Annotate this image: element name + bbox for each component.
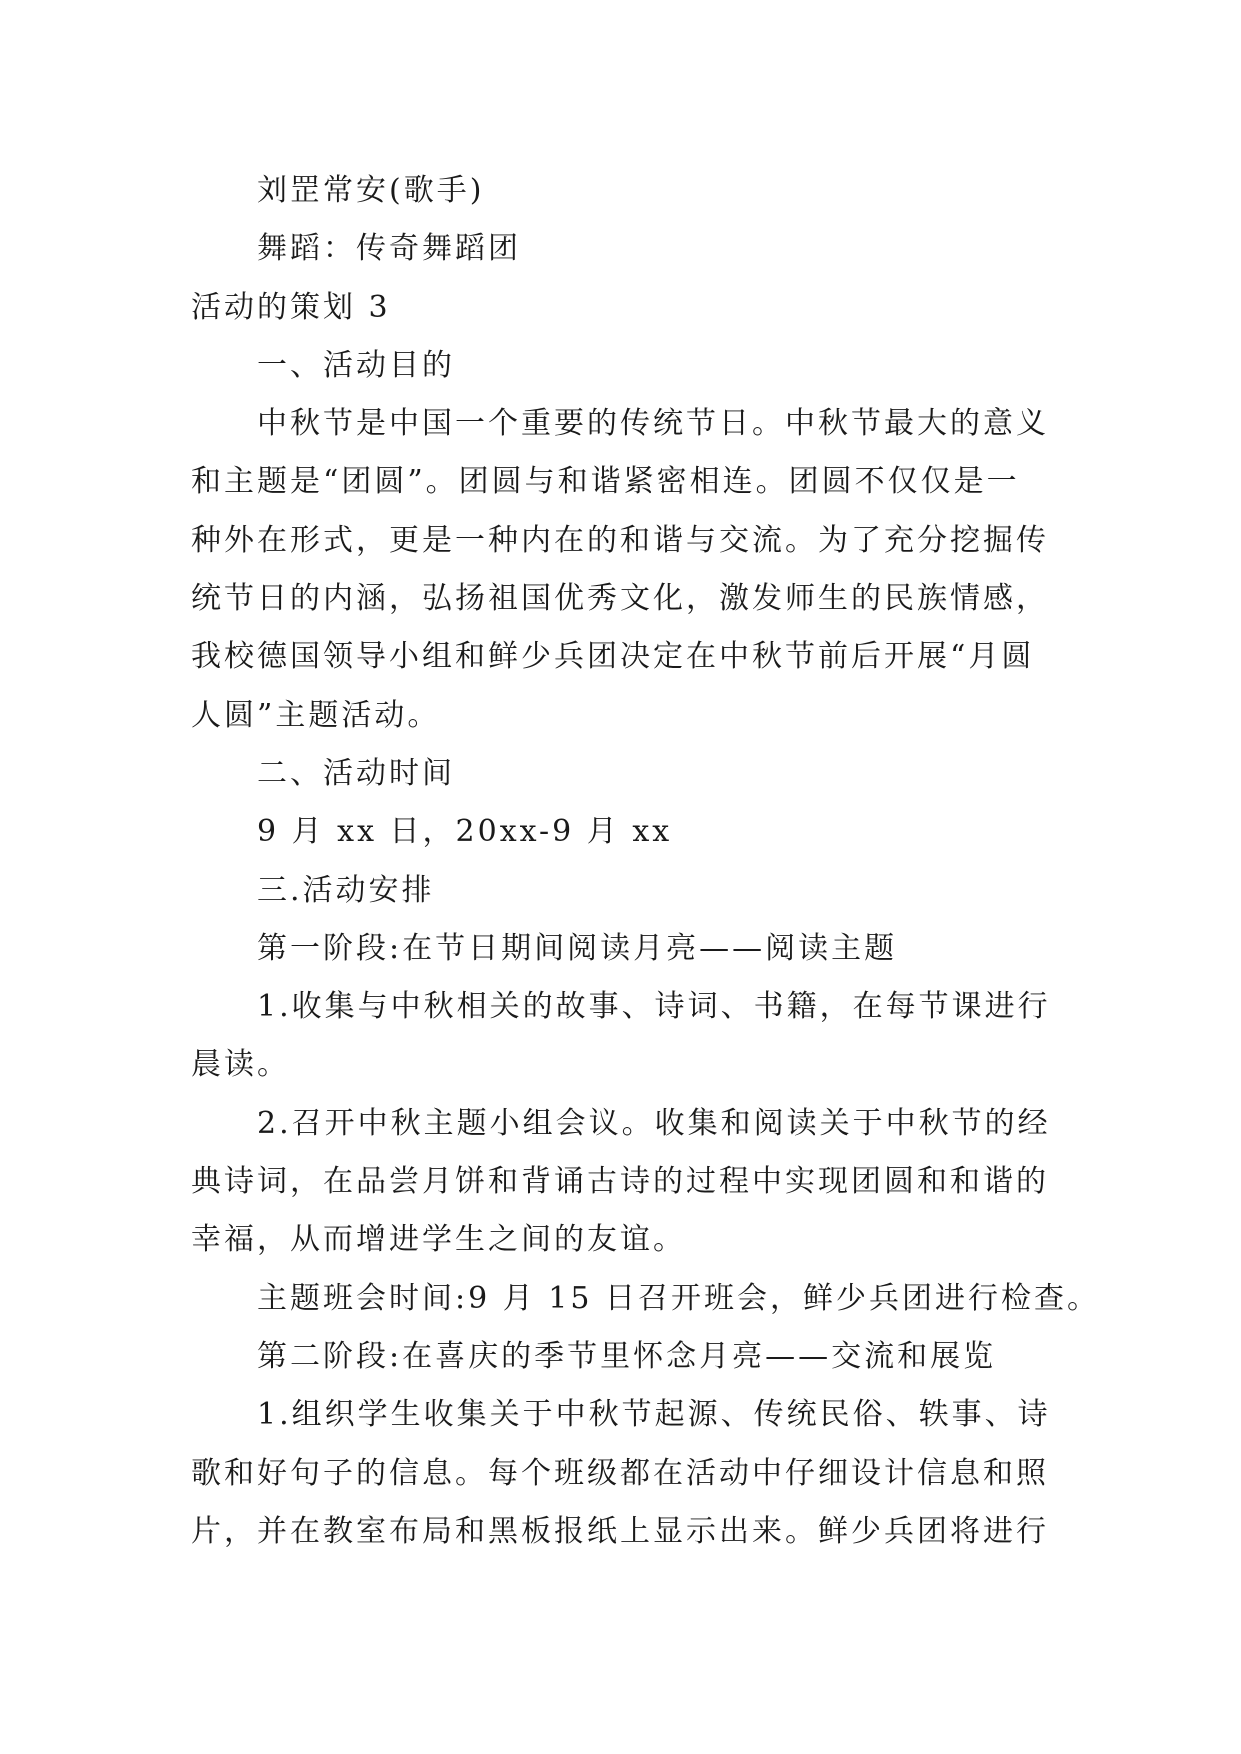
text-line-time-value: 9 月 xx 日，20xx-9 月 xx <box>257 814 673 850</box>
text-line-para1-l1: 中秋节是中国一个重要的传统节日。中秋节最大的意义 <box>257 406 1049 442</box>
text-line-heading-purpose: 一、活动目的 <box>257 347 455 383</box>
document-body <box>191 162 1100 1561</box>
text-line-stage1-title: 第一阶段:在节日期间阅读月亮——阅读主题 <box>257 930 898 966</box>
text-line-performer-dance: 舞蹈：传奇舞蹈团 <box>257 231 521 267</box>
text-line-stage2-item1-l1: 1.组织学生收集关于中秋节起源、传统民俗、轶事、诗 <box>257 1397 1051 1433</box>
text-line-stage1-item2-l2: 典诗词，在品尝月饼和背诵古诗的过程中实现团圆和和谐的 <box>191 1164 1049 1200</box>
text-line-section-title: 活动的策划 3 <box>191 289 391 325</box>
text-line-stage1-item2-l3: 幸福，从而增进学生之间的友谊。 <box>191 1222 686 1258</box>
text-line-performer-singer: 刘罡常安(歌手) <box>257 173 485 208</box>
text-line-para1-l3: 种外在形式，更是一种内在的和谐与交流。为了充分挖掘传 <box>191 522 1049 558</box>
text-line-para1-l2: 和主题是“团圆”。团圆与和谐紧密相连。团圆不仅仅是一 <box>191 464 1020 500</box>
text-line-stage2-item1-l3: 片，并在教室布局和黑板报纸上显示出来。鲜少兵团将进行 <box>191 1513 1049 1549</box>
text-line-stage1-item2-l1: 2.召开中秋主题小组会议。收集和阅读关于中秋节的经 <box>257 1105 1051 1141</box>
text-line-class-meeting: 主题班会时间:9 月 15 日召开班会，鲜少兵团进行检查。 <box>257 1280 1100 1316</box>
text-line-stage1-item1-l1: 1.收集与中秋相关的故事、诗词、书籍，在每节课进行 <box>257 989 1051 1025</box>
text-line-heading-time: 二、活动时间 <box>257 755 455 791</box>
text-line-para1-l4: 统节日的内涵，弘扬祖国优秀文化，激发师生的民族情感， <box>191 581 1049 617</box>
text-line-stage2-title: 第二阶段:在喜庆的季节里怀念月亮——交流和展览 <box>257 1338 997 1374</box>
text-line-heading-arrangement: 三.活动安排 <box>257 872 435 908</box>
text-line-para1-l6: 人圆”主题活动。 <box>191 697 441 733</box>
text-line-stage1-item1-l2: 晨读。 <box>191 1047 290 1083</box>
text-line-para1-l5: 我校德国领导小组和鲜少兵团决定在中秋节前后开展“月圆 <box>191 639 1035 675</box>
text-line-stage2-item1-l2: 歌和好句子的信息。每个班级都在活动中仔细设计信息和照 <box>191 1455 1049 1491</box>
